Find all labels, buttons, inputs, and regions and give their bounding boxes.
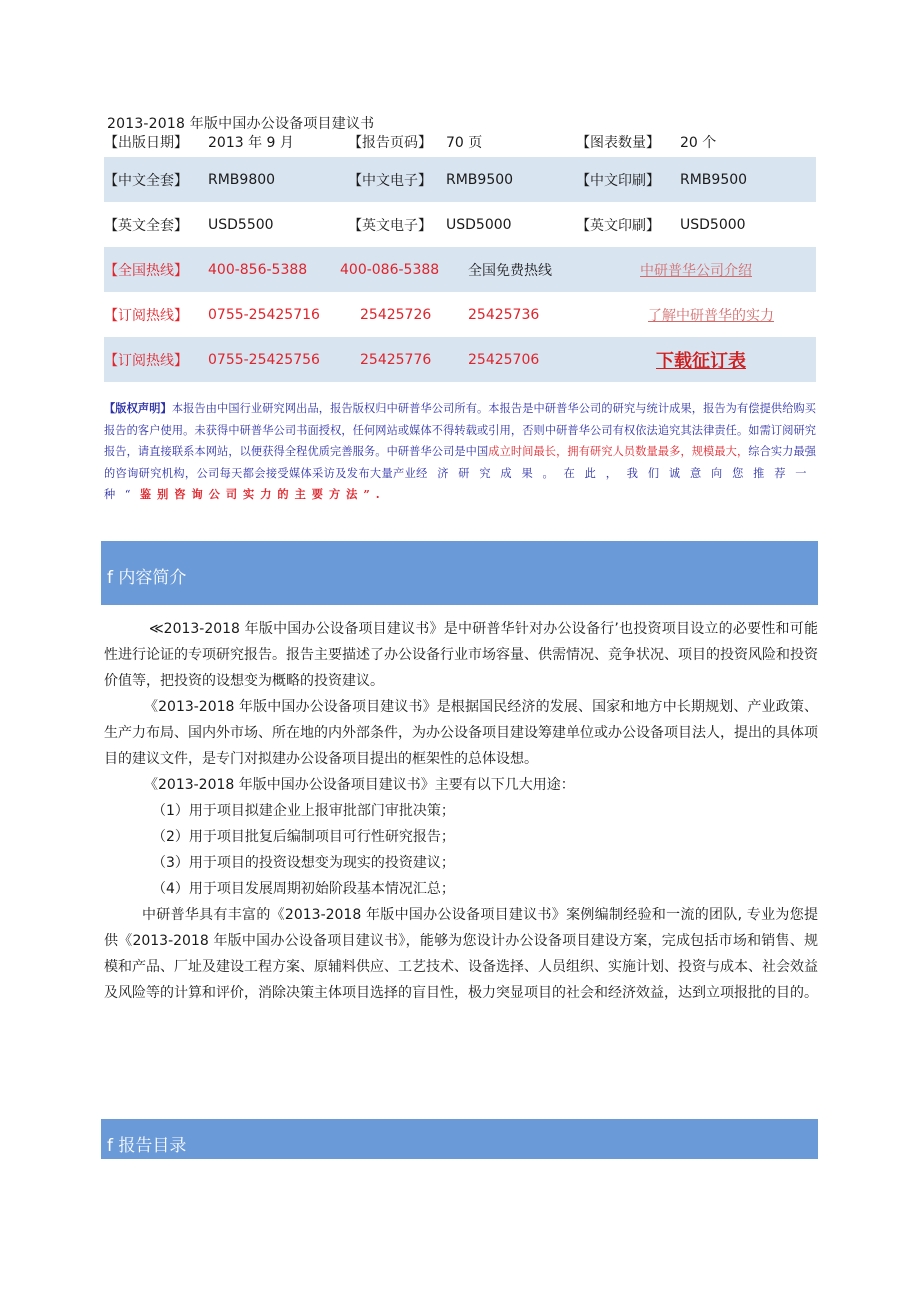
info-row-subscribe-2 bbox=[104, 337, 816, 382]
info-row-publish bbox=[104, 126, 816, 157]
company-intro-link[interactable]: 中研普华公司介绍 bbox=[576, 247, 816, 292]
subscribe-hotline-3: 25425736 bbox=[468, 306, 540, 323]
info-row-chinese-price bbox=[104, 157, 816, 202]
copyright-text-1: 本报告由中国行业研究网出品，报告版权归中研普华公司所有。本报告是中研普华公司的研究与统计成果，报告为有偿提供给购买报告的客户使用。未获得中研普华公司书面授权，任何网站或媒体不得转载或引用，否则中研普华公司有权依法追究其法律责任。如需订阅研究报告，请直接联系本网站，以便获得全程优质完善服务。中研普华公司是中国 bbox=[104, 402, 816, 458]
usage-item-3: （3）用于项目的投资设想变为现实的投资建议； bbox=[152, 855, 455, 871]
document-title: 2013-2018 年版中国办公设备项目建议书 bbox=[107, 116, 375, 132]
cn-print-value: RMB9500 bbox=[680, 157, 816, 202]
intro-body bbox=[104, 616, 818, 1006]
en-full-label: 【英文全套】 bbox=[104, 217, 188, 234]
en-electronic-label: 【英文电子】 bbox=[348, 217, 432, 234]
cn-print-label: 【中文印刷】 bbox=[576, 157, 680, 202]
intro-paragraph-3: 《2013-2018 年版中国办公设备项目建议书》主要有以下几大用途： bbox=[144, 777, 575, 793]
subscribe-hotline-1: 0755-25425716 bbox=[208, 306, 320, 323]
subscribe-hotline-label-2: 【订阅热线】 bbox=[104, 337, 208, 382]
national-hotline-2: 400-086-5388 bbox=[340, 247, 446, 292]
copyright-notice bbox=[104, 398, 816, 506]
subscribe-hotline-label: 【订阅热线】 bbox=[104, 307, 188, 324]
en-print-label: 【英文印刷】 bbox=[576, 217, 660, 234]
download-order-form-link[interactable]: 下载征订表 bbox=[576, 337, 816, 382]
page-count-value: 70 页 bbox=[446, 134, 483, 151]
copyright-method-highlight: 鉴别咨询公司实力的主要方法 bbox=[139, 487, 364, 501]
copyright-text-4: 经济研究成果。在此，我们诚意向您推荐一种“ bbox=[104, 466, 816, 501]
publish-date-value: 2013 年 9 月 bbox=[208, 134, 294, 151]
info-row-subscribe-1 bbox=[104, 292, 816, 337]
section-intro-heading: f 内容简介 bbox=[107, 568, 187, 588]
cn-full-value: RMB9800 bbox=[208, 157, 340, 202]
cn-electronic-value: RMB9500 bbox=[446, 157, 576, 202]
info-row-english-price bbox=[104, 202, 816, 247]
info-row-national-hotline bbox=[104, 247, 816, 292]
toll-free-text: 全国免费热线 bbox=[446, 247, 576, 292]
page-count-label: 【报告页码】 bbox=[348, 134, 432, 151]
chart-count-label: 【图表数量】 bbox=[576, 134, 660, 151]
copyright-text-3: 综合实力最强的咨询研究机构，公司每天都会接受媒体采访及发布大量产业 bbox=[104, 445, 816, 480]
subscribe-hotline-5: 25425776 bbox=[340, 337, 446, 382]
intro-paragraph-1: ≪2013-2018 年版中国办公设备项目建议书》是中研普华针对办公设备行’也投资项目设立的必要性和可能性进行论证的专项研究报告。报告主要描述了办公设备行业市场容量、供需情况、竞争状况、项目的投资风险和投资价值等，把投资的设想变为概略的投资建议。 bbox=[104, 621, 818, 689]
publish-date-label: 【出版日期】 bbox=[104, 134, 188, 151]
usage-item-4: （4）用于项目发展周期初始阶段基本情况汇总； bbox=[152, 881, 455, 897]
copyright-label: 【版权声明】 bbox=[104, 401, 172, 415]
cn-full-label: 【中文全套】 bbox=[104, 157, 208, 202]
en-full-value: USD5500 bbox=[208, 216, 274, 233]
chart-count-value: 20 个 bbox=[680, 134, 717, 151]
copyright-text-end: ”. bbox=[363, 487, 386, 501]
subscribe-hotline-6: 25425706 bbox=[446, 337, 576, 382]
en-print-value: USD5000 bbox=[680, 216, 746, 233]
intro-paragraph-2: 《2013-2018 年版中国办公设备项目建议书》是根据国民经济的发展、国家和地方中长期规划、产业政策、生产力布局、国内外市场、所在地的内外部条件，为办公设备项目建设筹建单位或办公设备项目法人，提出的具体项目的建议文件，是专门对拟建办公设备项目提出的框架性的总体设想。 bbox=[104, 699, 818, 767]
en-electronic-value: USD5000 bbox=[446, 216, 512, 233]
subscribe-hotline-2: 25425726 bbox=[360, 306, 432, 323]
usage-item-1: （1）用于项目拟建企业上报审批部门审批决策； bbox=[152, 803, 455, 819]
national-hotline-1: 400-856-5388 bbox=[208, 247, 340, 292]
section-intro-bar bbox=[101, 541, 818, 605]
section-toc-heading: f 报告目录 bbox=[107, 1136, 187, 1156]
national-hotline-label: 【全国热线】 bbox=[104, 247, 208, 292]
info-table bbox=[104, 126, 816, 382]
intro-paragraph-4: 中研普华具有丰富的《2013-2018 年版中国办公设备项目建议书》案例编制经验和一流的团队, 专业为您提供《2013-2018 年版中国办公设备项目建议书》，能够为您设计办公设备项目建设方案，完成包括市场和销售、规模和产品、厂址及建设工程方案、原辅料供应、工艺技术、设备选择、人员组织、实施计划、投资与成本、社会效益及风险等的计算和评价，消除决策主体项目选择的盲目性，极力突显项目的社会和经济效益，达到立项报批的目的。 bbox=[104, 907, 818, 1001]
subscribe-hotline-4: 0755-25425756 bbox=[208, 337, 340, 382]
copyright-text-2: 成立时间最长，拥有研究人员数量最多，规模最大， bbox=[488, 445, 749, 458]
usage-item-2: （2）用于项目批复后编制项目可行性研究报告； bbox=[152, 829, 455, 845]
cn-electronic-label: 【中文电子】 bbox=[340, 157, 446, 202]
section-toc-bar bbox=[101, 1119, 818, 1159]
strength-link[interactable]: 了解中研普华的实力 bbox=[648, 307, 774, 324]
